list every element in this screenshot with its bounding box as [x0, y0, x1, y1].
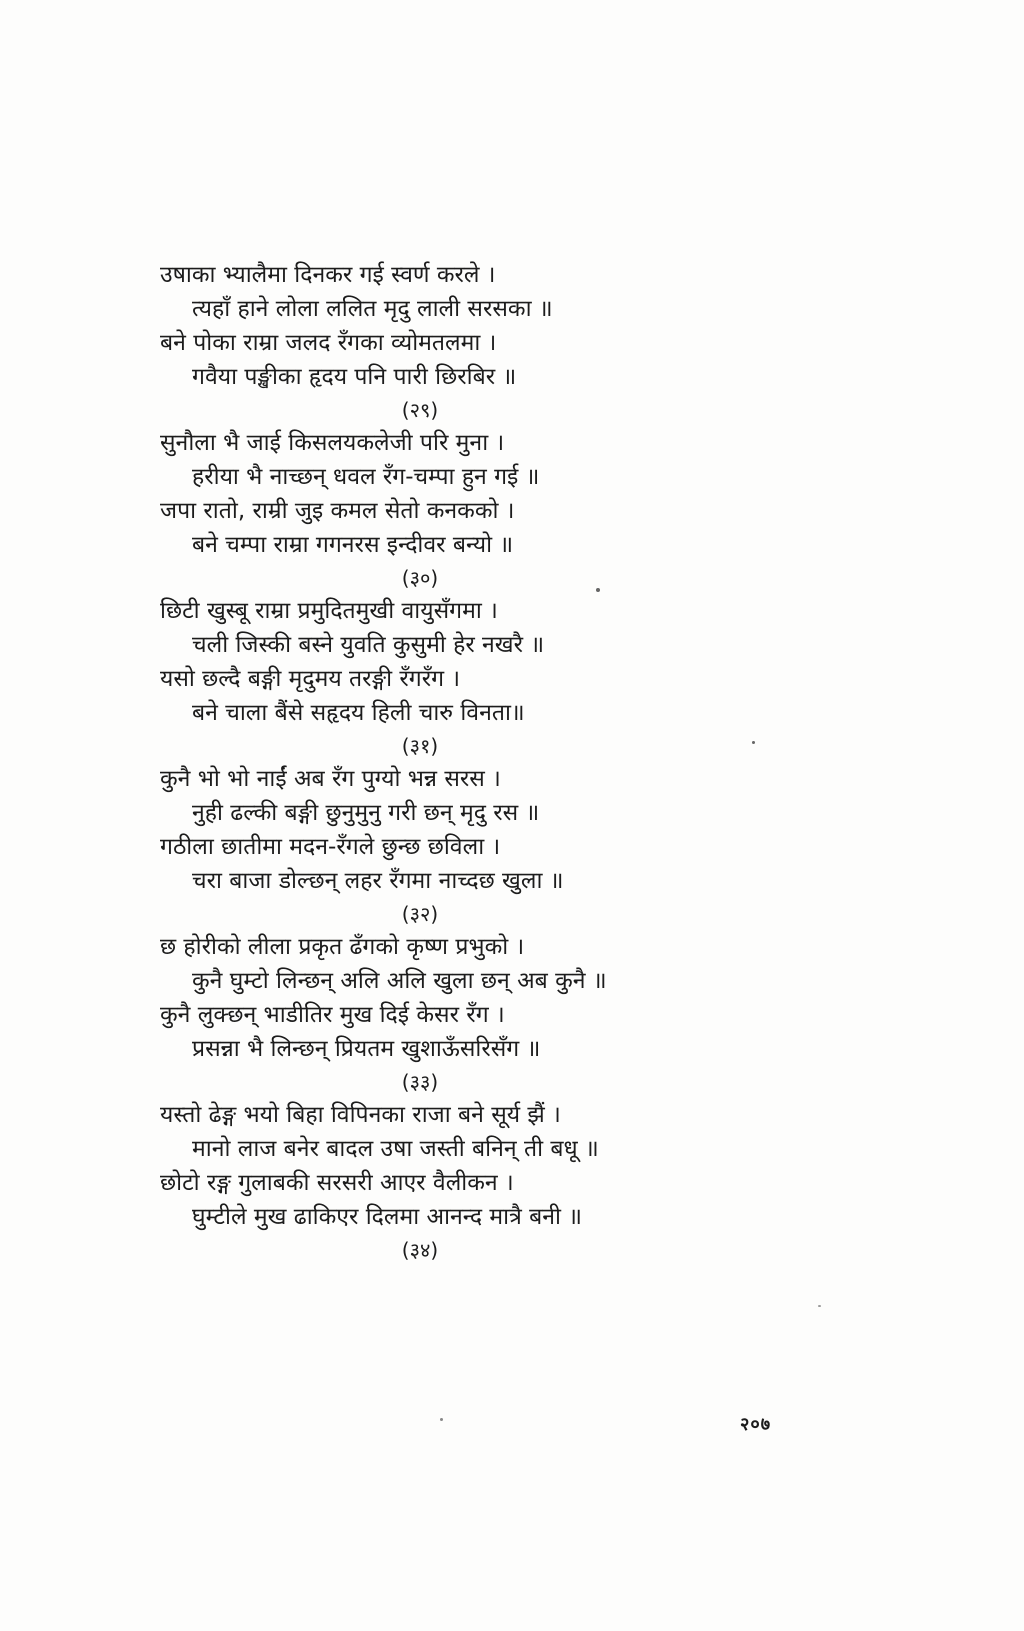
stanza-number: (३२) [401, 902, 439, 926]
verse-line: गठीला छातीमा मदन-रँगले छुन्छ छविला । [160, 834, 501, 860]
verse-line: छोटो रङ्ग गुलाबकी सरसरी आएर वैलीकन । [160, 1170, 514, 1196]
ink-speck [818, 1305, 821, 1307]
verse-line-indented: बने चम्पा राम्रा गगनरस इन्दीवर बन्यो ॥ [192, 532, 514, 558]
verse-line: उषाका भ्यालैमा दिनकर गई स्वर्ण करले । [160, 262, 496, 288]
page-number: २०७ [740, 1414, 772, 1435]
stanza-number: (३४) [401, 1238, 439, 1262]
verse-line-indented: कुनै घुम्टो लिन्छन् अलि अलि खुला छन् अब कुनै ॥ [192, 968, 607, 994]
verse-line-indented: नुही ढल्की बङ्गी छुनुमुनु गरी छन् मृदु रस ॥ [192, 800, 540, 826]
verse-line-indented: बने चाला बैंसे सहृदय हिली चारु विनता॥ [192, 700, 525, 726]
verse-line-indented: हरीया भै नाच्छन् धवल रँग-चम्पा हुन गई ॥ [192, 464, 540, 490]
poem-body [160, 258, 700, 1266]
verse-line-indented: मानो लाज बनेर बादल उषा जस्ती बनिन् ती बधू ॥ [192, 1136, 599, 1162]
stanza-number: (३०) [401, 566, 439, 590]
stanza-number: (३३) [401, 1070, 439, 1094]
verse-line: कुनै लुक्छन् भाडीतिर मुख दिई केसर रँग । [160, 1002, 505, 1028]
verse-line-indented: घुम्टीले मुख ढाकिएर दिलमा आनन्द मात्रै बनी ॥ [192, 1204, 583, 1230]
ink-speck [752, 741, 755, 744]
verse-line: यसो छल्दै बङ्गी मृदुमय तरङ्गी रँगरँग । [160, 666, 461, 692]
stanza-number: (२९) [401, 398, 439, 422]
verse-line-indented: चरा बाजा डोल्छन् लहर रँगमा नाच्दछ खुला ॥ [192, 868, 564, 894]
verse-line-indented: गवैया पङ्खीका हृदय पनि पारी छिरबिर ॥ [192, 364, 517, 390]
verse-line: छ होरीको लीला प्रकृत ढँगको कृष्ण प्रभुको । [160, 934, 525, 960]
verse-line: यस्तो ढेङ्ग भयो बिहा विपिनका राजा बने सूर्य झैं । [160, 1102, 561, 1128]
verse-line-indented: चली जिस्की बस्ने युवति कुसुमी हेर नखरै ॥ [192, 632, 545, 658]
ink-speck [440, 1418, 443, 1421]
verse-line: सुनौला भै जाई किसलयकलेजी परि मुना । [160, 430, 505, 456]
verse-line-indented: प्रसन्ना भै लिन्छन् प्रियतम खुशाऊँसरिसँग ॥ [192, 1036, 541, 1062]
verse-line: बने पोका राम्रा जलद रँगका व्योमतलमा । [160, 330, 497, 356]
verse-line-indented: त्यहाँ हाने लोला ललित मृदु लाली सरसका ॥ [192, 296, 553, 322]
verse-line: छिटी खुस्बू राम्रा प्रमुदितमुखी वायुसँगमा । [160, 598, 498, 624]
verse-line: कुनै भो भो नाईं अब रँग पुग्यो भन्न सरस । [160, 766, 501, 792]
stanza-number: (३१) [401, 734, 439, 758]
verse-line: जपा रातो, राम्री जुइ कमल सेतो कनकको । [160, 498, 515, 524]
ink-speck [596, 588, 600, 592]
